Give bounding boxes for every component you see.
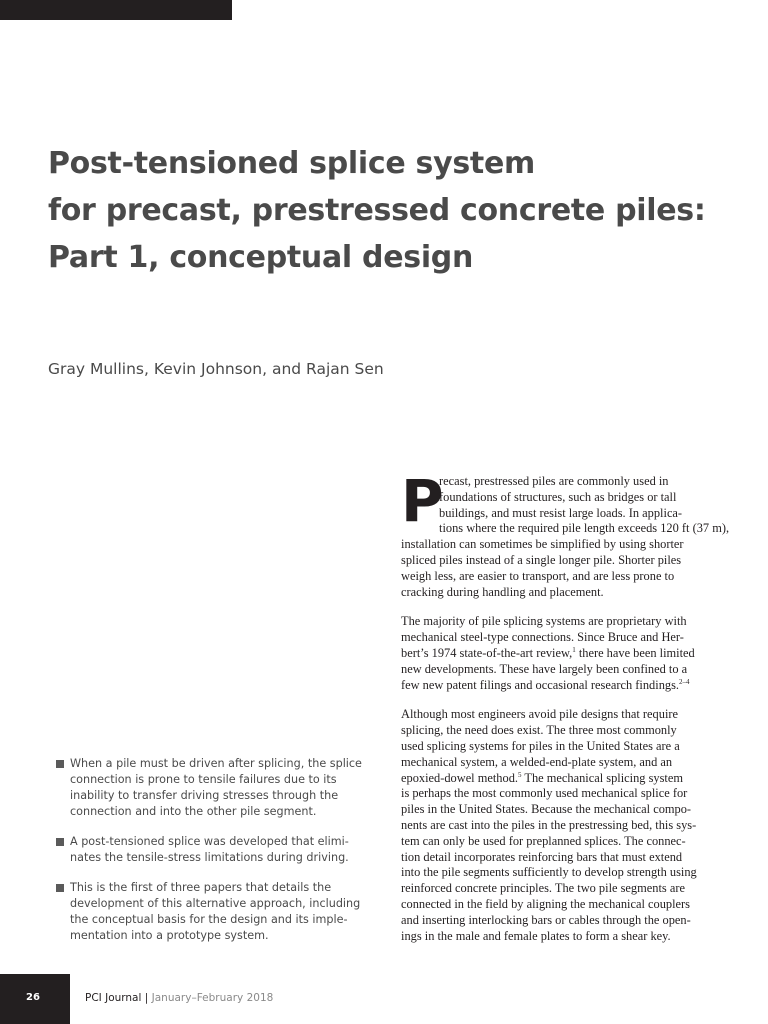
square-bullet-icon <box>56 838 64 846</box>
key-point-line: A post-tensioned splice was developed that elimi- <box>70 835 349 848</box>
drop-cap: P <box>401 467 444 535</box>
key-point <box>56 756 376 820</box>
body-line: tions where the required pile length exceeds 120 ft (37 m), <box>439 521 730 536</box>
key-point-line: development of this alternative approach, including <box>70 897 361 910</box>
key-point-line: connection is prone to tensile failures due to its <box>70 773 337 786</box>
running-footer <box>85 992 273 1004</box>
body-paragraph-2 <box>401 614 721 693</box>
key-point-line: mentation into a prototype system. <box>70 929 269 942</box>
body-line: recast, prestressed piles are commonly used in <box>439 474 669 488</box>
body-line: into the pile segments sufficiently to develop strength using <box>401 865 697 880</box>
body-line: nents are cast into the piles in the prestressing bed, this sys- <box>401 817 697 832</box>
citation-ref: 1 <box>572 645 576 654</box>
body-line: Although most engineers avoid pile designs that require <box>401 707 679 722</box>
body-text-column <box>401 467 730 958</box>
body-line: piles in the United States. Because the mechanical compo- <box>401 802 692 817</box>
body-line: used splicing systems for piles in the United States are a <box>401 738 680 753</box>
journal-name: PCI Journal <box>85 992 142 1004</box>
key-point-line: This is the first of three papers that details the <box>70 881 332 894</box>
body-line: tion detail incorporates reinforcing bars that must extend <box>401 849 683 864</box>
page-number: 26 <box>26 992 40 1003</box>
body-line: buildings, and must resist large loads. In applica- <box>439 505 683 520</box>
key-point-line: When a pile must be driven after splicing, the splice <box>70 757 362 770</box>
body-text: there have been limited <box>575 645 695 660</box>
body-line: connected in the field by aligning the mechanical couplers <box>401 896 691 911</box>
footer-separator: | <box>144 992 149 1004</box>
article-title <box>48 140 748 281</box>
key-point <box>56 834 376 866</box>
body-paragraph-1 <box>401 467 730 600</box>
body-text: few new patent filings and occasional research findings. <box>401 677 680 692</box>
body-line: reinforced concrete principles. The two pile segments are <box>401 881 685 896</box>
square-bullet-icon <box>56 760 64 768</box>
body-text: epoxied-dowel method. <box>401 770 518 785</box>
title-line: Part 1, conceptual design <box>48 240 474 275</box>
citation-ref: 2–4 <box>679 677 690 686</box>
body-line <box>401 678 721 694</box>
body-line <box>401 771 721 787</box>
body-line: spliced piles instead of a single longer pile. Shorter piles <box>401 552 682 567</box>
issue-date: January–February 2018 <box>151 992 274 1004</box>
body-line: tem can only be used for preplanned splices. The connec- <box>401 833 686 848</box>
body-line: splicing, the need does exist. The three most commonly <box>401 723 677 738</box>
body-line: cracking during handling and placement. <box>401 584 604 599</box>
key-point-line: connection and into the other pile segment. <box>70 805 317 818</box>
body-text: bert’s 1974 state-of-the-art review, <box>401 645 573 660</box>
body-line: installation can sometimes be simplified by using shorter <box>401 537 684 552</box>
body-line: weigh less, are easier to transport, and are less prone to <box>401 568 675 583</box>
body-line: new developments. These have largely been confined to a <box>401 661 688 676</box>
square-bullet-icon <box>56 884 64 892</box>
body-line: ings in the male and female plates to form a shear key. <box>401 928 671 943</box>
key-points-list <box>56 756 376 958</box>
title-line: Post-tensioned splice system <box>48 146 535 181</box>
body-line: mechanical steel-type connections. Since Bruce and Her- <box>401 630 684 645</box>
body-line: foundations of structures, such as bridges or tall <box>439 489 677 504</box>
key-point-line: the conceptual basis for the design and its imple- <box>70 913 348 926</box>
body-line: is perhaps the most commonly used mechanical splice for <box>401 786 688 801</box>
citation-ref: 5 <box>518 770 522 779</box>
body-line: mechanical system, a welded-end-plate system, and an <box>401 754 673 769</box>
body-text: The mechanical splicing system <box>521 770 683 785</box>
key-point-line: inability to transfer driving stresses through the <box>70 789 339 802</box>
article-authors: Gray Mullins, Kevin Johnson, and Rajan Sen <box>48 360 384 378</box>
key-point <box>56 880 376 944</box>
body-paragraph-3 <box>401 707 721 944</box>
body-line: and inserting interlocking bars or cables through the open- <box>401 912 691 927</box>
body-line: The majority of pile splicing systems are proprietary with <box>401 614 687 629</box>
header-bar <box>0 0 232 20</box>
body-line <box>401 646 721 662</box>
key-point-line: nates the tensile-stress limitations during driving. <box>70 851 349 864</box>
title-line: for precast, prestressed concrete piles: <box>48 193 706 228</box>
